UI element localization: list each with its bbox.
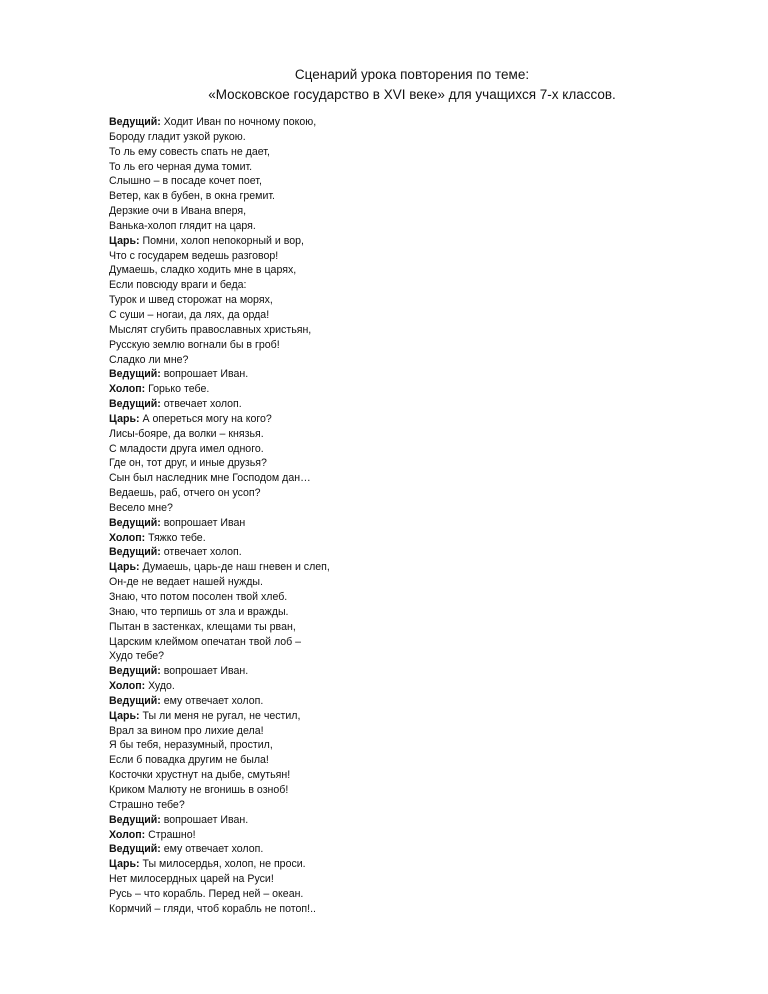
line-text: Бороду гладит узкой рукою. (109, 130, 246, 143)
document-title-line-2: «Московское государство в XVI веке» для учащихся 7-х классов. (208, 87, 616, 102)
script-line (109, 427, 709, 442)
line-text: Страшно тебе? (109, 798, 185, 811)
speaker-label: Царь: (109, 412, 140, 425)
script-line (109, 709, 709, 724)
speaker-label: Ведущий: (109, 694, 161, 707)
line-text: Лисы-бояре, да волки – князья. (109, 427, 264, 440)
line-text: Знаю, что потом посолен твой хлеб. (109, 591, 288, 603)
line-text: вопрошает Иван. (160, 665, 249, 678)
speaker-label: Ведущий: (109, 116, 161, 128)
line-text: То ль ему совесть спать не дает, (109, 145, 270, 158)
script-line (109, 412, 709, 427)
script-line (109, 590, 709, 605)
script-line (109, 902, 709, 917)
script-text (109, 115, 709, 917)
script-line (109, 531, 709, 546)
line-text: Царским клеймом опечатан твой лоб – (109, 635, 302, 648)
line-text: Русскую землю вогнали бы в гроб! (109, 338, 280, 351)
script-line (109, 486, 709, 501)
script-line (109, 738, 709, 753)
speaker-label: Ведущий: (109, 813, 161, 826)
line-text: Ведаешь, раб, отчего он усоп? (109, 487, 261, 500)
line-text: Худо тебе? (109, 650, 165, 663)
script-line (109, 189, 709, 204)
line-text: Знаю, что терпишь от зла и вражды. (109, 605, 289, 618)
speaker-label: Холоп: (109, 828, 146, 841)
script-line (109, 635, 709, 650)
script-line (109, 442, 709, 457)
script-line (109, 694, 709, 709)
script-line (109, 160, 709, 175)
line-text: Криком Малюту не вгонишь в озноб! (109, 783, 289, 796)
line-text: Кормчий – гляди, чтоб корабль не потоп!.. (109, 902, 316, 915)
script-line (109, 456, 709, 471)
line-text: Я бы тебя, неразумный, простил, (109, 739, 273, 752)
script-line (109, 664, 709, 679)
line-text: Весело мне? (109, 501, 173, 514)
line-text: Ходит Иван по ночному покою, (160, 116, 317, 128)
line-text: Ванька-холоп глядит на царя. (109, 219, 256, 232)
line-text: ему отвечает холоп. (160, 843, 264, 856)
line-text: Худо. (145, 680, 175, 693)
line-text: С суши – ногаи, да лях, да орда! (109, 308, 270, 321)
script-line (109, 798, 709, 813)
speaker-label: Ведущий: (109, 398, 161, 411)
document-title-line-1: Сценарий урока повторения по теме: (294, 67, 530, 82)
script-line (109, 249, 709, 264)
speaker-label: Холоп: (109, 383, 146, 396)
script-line (109, 545, 709, 560)
script-line (109, 174, 709, 189)
line-text: Ветер, как в бубен, в окна гремит. (109, 190, 275, 203)
script-line (109, 219, 709, 234)
script-line (109, 887, 709, 902)
script-line (109, 323, 709, 338)
script-line (109, 234, 709, 249)
speaker-label: Царь: (109, 234, 140, 247)
line-text: Где он, тот друг, и иные друзья? (109, 457, 267, 470)
script-line (109, 560, 709, 575)
line-text: вопрошает Иван. (160, 813, 249, 826)
line-text: Думаешь, сладко ходить мне в царях, (109, 264, 297, 277)
line-text: Пытан в застенках, клещами ты рван, (109, 620, 296, 633)
script-line (109, 397, 709, 412)
script-line (109, 367, 709, 382)
script-line (109, 204, 709, 219)
script-line (109, 605, 709, 620)
script-line (109, 145, 709, 160)
speaker-label: Ведущий: (109, 665, 161, 678)
speaker-label: Царь: (109, 709, 140, 722)
script-line (109, 278, 709, 293)
line-text: Горько тебе. (145, 383, 210, 396)
script-line (109, 872, 709, 887)
line-text: А опереться могу на кого? (139, 412, 272, 425)
speaker-label: Ведущий: (109, 546, 161, 559)
script-line (109, 516, 709, 531)
speaker-label: Ведущий: (109, 368, 161, 381)
line-text: Помни, холоп непокорный и вор, (139, 234, 304, 247)
line-text: Дерзкие очи в Ивана вперя, (109, 205, 247, 218)
script-line (109, 471, 709, 486)
speaker-label: Холоп: (109, 680, 146, 693)
speaker-label: Холоп: (109, 531, 146, 544)
line-text: Нет милосердных царей на Руси! (109, 873, 274, 886)
speaker-label: Ведущий: (109, 516, 161, 529)
script-line (109, 308, 709, 323)
script-line (109, 649, 709, 664)
line-text: Русь – что корабль. Перед ней – океан. (109, 887, 304, 900)
script-line (109, 753, 709, 768)
script-line (109, 575, 709, 590)
line-text: Тяжко тебе. (145, 531, 206, 544)
line-text: Если повсюду враги и беда: (109, 279, 247, 292)
script-line (109, 813, 709, 828)
line-text: Страшно! (145, 828, 196, 841)
line-text: Если б повадка другим не была! (109, 754, 269, 767)
line-text: Сладко ли мне? (109, 353, 189, 366)
script-line (109, 263, 709, 278)
script-line (109, 783, 709, 798)
line-text: Мыслят сгубить православных христьян, (109, 323, 312, 336)
line-text: ему отвечает холоп. (160, 694, 264, 707)
line-text: То ль его черная дума томит. (109, 160, 253, 173)
script-line (109, 382, 709, 397)
script-line (109, 115, 709, 130)
line-text: Ты ли меня не ругал, не честил, (139, 709, 301, 722)
line-text: Сын был наследник мне Господом дан… (109, 472, 311, 485)
script-line (109, 857, 709, 872)
line-text: отвечает холоп. (160, 546, 242, 559)
line-text: Слышно – в посаде кочет поет, (109, 175, 262, 188)
script-line (109, 353, 709, 368)
script-line (109, 768, 709, 783)
script-line (109, 620, 709, 635)
line-text: Что с государем ведешь разговор! (109, 249, 279, 262)
script-line (109, 501, 709, 516)
script-line (109, 130, 709, 145)
line-text: Врал за вином про лихие дела! (109, 724, 264, 737)
script-line (109, 842, 709, 857)
line-text: вопрошает Иван (160, 516, 246, 529)
speaker-label: Ведущий: (109, 843, 161, 856)
line-text: Думаешь, царь-де наш гневен и слеп, (139, 561, 330, 574)
script-line (109, 293, 709, 308)
script-line (109, 679, 709, 694)
line-text: Турок и швед сторожат на морях, (109, 294, 273, 307)
speaker-label: Царь: (109, 858, 140, 871)
script-line (109, 828, 709, 843)
script-line (109, 724, 709, 739)
speaker-label: Царь: (109, 561, 140, 574)
line-text: Ты милосердья, холоп, не проси. (139, 858, 306, 871)
line-text: С младости друга имел одного. (109, 442, 264, 455)
line-text: отвечает холоп. (160, 398, 242, 411)
line-text: Косточки хрустнут на дыбе, смутьян! (109, 769, 291, 782)
script-line (109, 338, 709, 353)
line-text: Он-де не ведает нашей нужды. (109, 576, 263, 589)
line-text: вопрошает Иван. (160, 368, 249, 381)
